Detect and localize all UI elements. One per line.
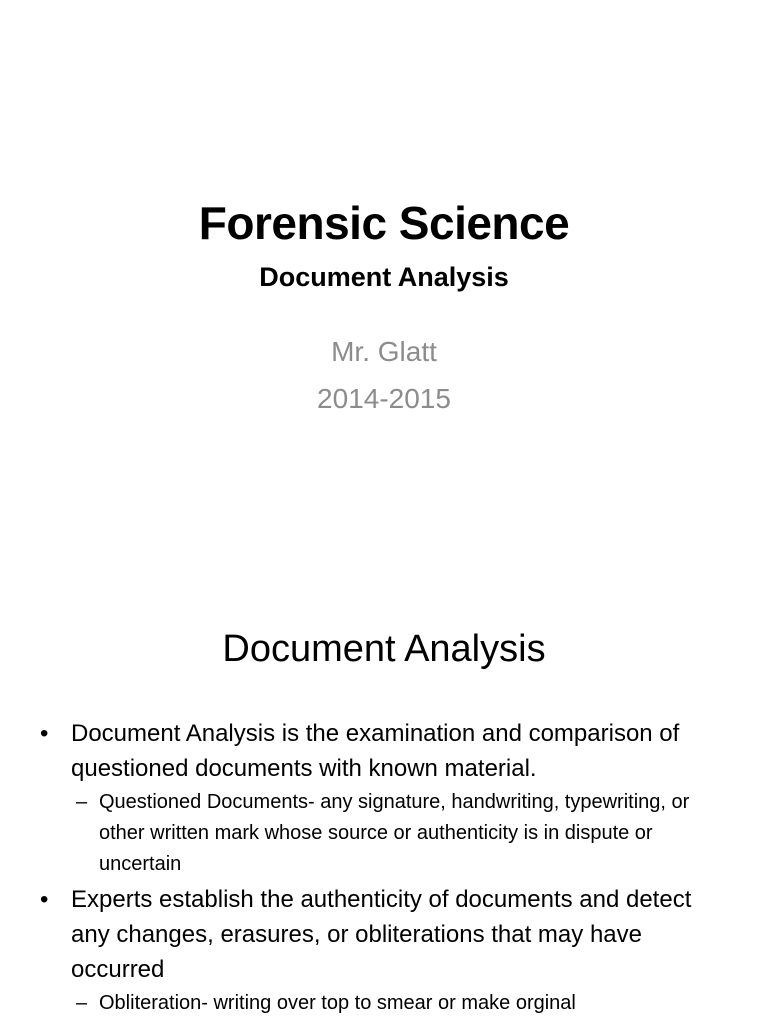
bullet-item: [40, 716, 730, 786]
slide-heading: Document Analysis: [222, 628, 546, 670]
content-slide: [0, 576, 768, 1024]
sub-bullet-text: Questioned Documents- any signature, handwriting, typewriting, or other written mark whose source or authenticity is in dispute or uncertain: [99, 791, 690, 875]
bullet-item: [40, 882, 730, 987]
school-year: 2014-2015: [317, 383, 451, 414]
bullet-text: Document Analysis is the examination and comparison of questioned documents with known material.: [71, 720, 680, 782]
dash-icon: –: [76, 791, 88, 813]
dash-icon: –: [76, 992, 88, 1014]
bullet-dot-icon: •: [40, 720, 49, 747]
bullet-text: Experts establish the authenticity of documents and detect any changes, erasures, or obliterations that may have occurred: [71, 886, 692, 983]
bullet-dot-icon: •: [40, 886, 49, 913]
slide-subtitle: Document Analysis: [259, 262, 509, 292]
bullet-list: [40, 716, 730, 1021]
author-name: Mr. Glatt: [331, 336, 437, 367]
slide-title: Forensic Science: [198, 197, 570, 249]
sub-bullet-item: [40, 988, 730, 1019]
sub-bullet-item: [40, 787, 730, 880]
sub-bullet-text: Obliteration- writing over top to smear or make orginal: [99, 992, 576, 1014]
